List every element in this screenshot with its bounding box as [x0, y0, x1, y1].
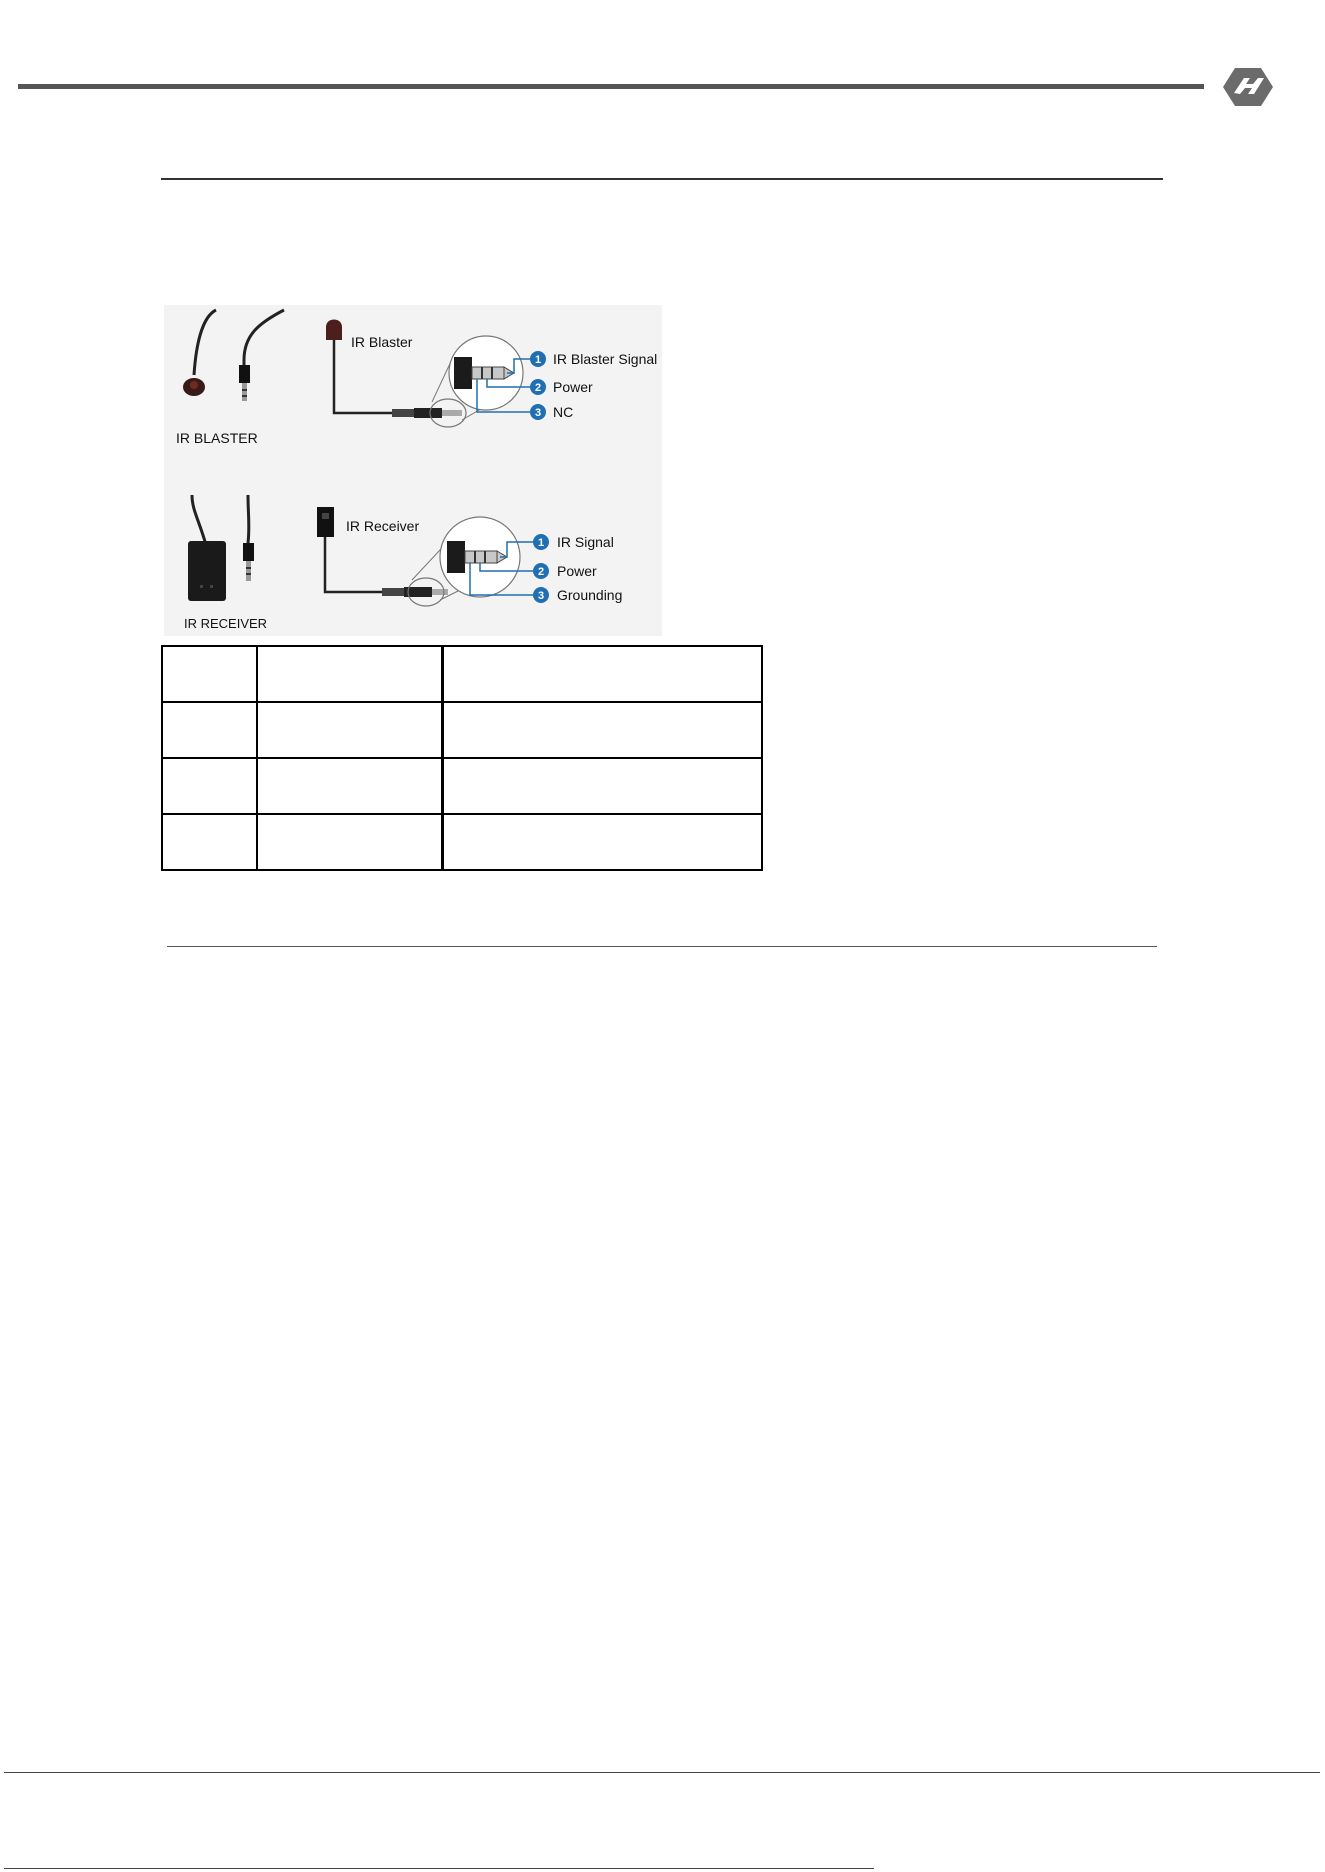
pin-number-badge: 3 — [534, 407, 542, 419]
table-cell — [442, 646, 762, 702]
table-cell — [162, 646, 257, 702]
ir-blaster-photo — [176, 310, 284, 446]
pin-label: Power — [557, 563, 597, 579]
pin-number-badge: 2 — [534, 382, 542, 394]
table-row — [162, 646, 762, 702]
pin-number-badge: 3 — [537, 590, 545, 602]
table-row — [162, 702, 762, 758]
pin-label: IR Signal — [557, 534, 614, 550]
table-row — [162, 814, 762, 870]
pin-number-badge: 1 — [537, 537, 545, 549]
pin-label: NC — [553, 404, 574, 420]
pin-number-badge: 2 — [537, 566, 545, 578]
pin-label: IR Blaster Signal — [553, 351, 658, 367]
table-cell — [162, 758, 257, 814]
ir-cable-diagram — [164, 305, 662, 636]
table-cell — [257, 702, 442, 758]
table-cell — [257, 646, 442, 702]
header-rule — [18, 84, 1204, 89]
table-cell — [257, 758, 442, 814]
pin-label: Grounding — [557, 587, 623, 603]
hexagon-logo-icon — [1222, 66, 1274, 108]
footer-divider — [4, 1772, 1320, 1773]
table-cell — [257, 814, 442, 870]
ir-blaster-label: IR Blaster — [351, 334, 413, 350]
ir-blaster-photo-label: IR BLASTER — [176, 430, 258, 446]
table-cell — [442, 702, 762, 758]
table-row — [162, 758, 762, 814]
ir-receiver-label: IR Receiver — [346, 518, 420, 534]
pin-number-badge: 1 — [534, 354, 542, 366]
ir-receiver-photo — [184, 495, 267, 631]
footer-underline — [4, 1868, 874, 1869]
section-divider — [167, 946, 1157, 947]
ir-receiver-schematic — [317, 507, 622, 606]
table-cell — [162, 702, 257, 758]
section-divider — [161, 178, 1163, 180]
table-cell — [442, 814, 762, 870]
ir-receiver-photo-label: IR RECEIVER — [184, 616, 268, 631]
table-cell — [442, 758, 762, 814]
ir-blaster-schematic — [326, 320, 657, 428]
table-cell — [162, 814, 257, 870]
pin-label: Power — [553, 379, 593, 395]
pin-assignment-table — [161, 645, 763, 871]
